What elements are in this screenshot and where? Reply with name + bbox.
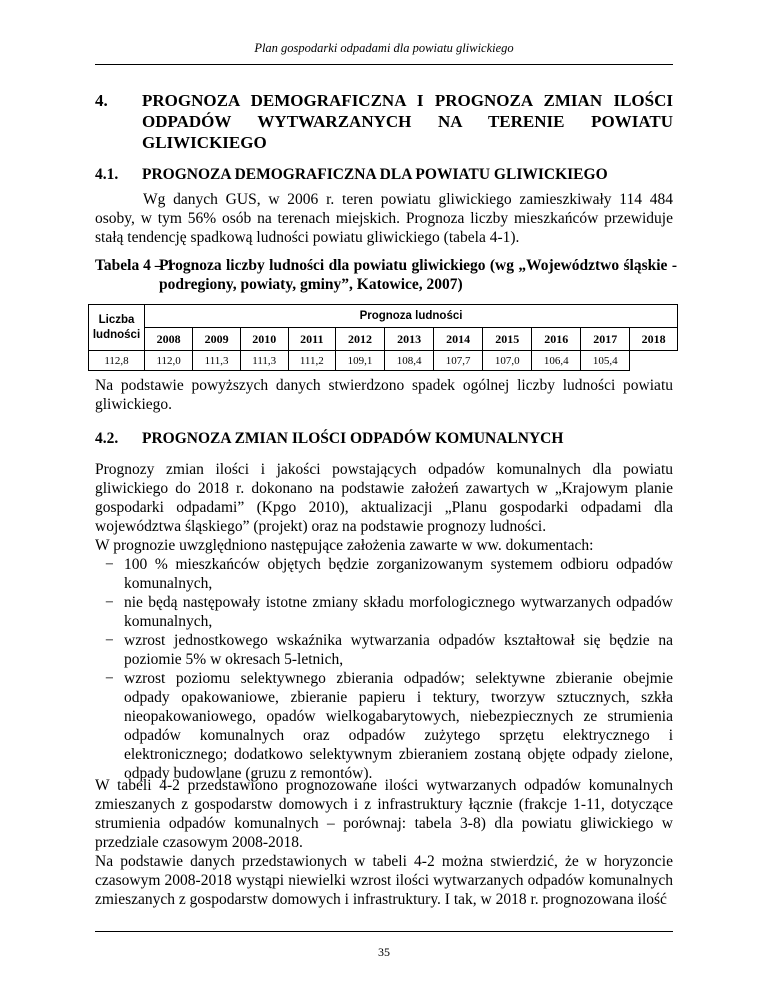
assumption-text: nie będą następowały istotne zmiany składu morfologicznego wytwarzanych odpadów komunalnych,: [124, 594, 673, 630]
value-cell: 107,7: [434, 351, 483, 371]
year-cell: 2010: [240, 328, 288, 351]
section-4-1-heading: [95, 164, 673, 185]
value-cell: 112,0: [145, 351, 193, 371]
year-cell: 2012: [336, 328, 385, 351]
section-4-1-number: 4.1.: [95, 166, 119, 183]
page-number: 35: [378, 945, 390, 959]
running-header: Plan gospodarki odpadami dla powiatu gliwickiego: [254, 41, 514, 55]
waste-forecast-block: [95, 460, 673, 783]
year-cell: 2008: [145, 328, 193, 351]
bullet-dash: −: [105, 670, 114, 687]
conclusion-paragraph: Na podstawie danych przedstawionych w tabeli 4-2 można stwierdzić, że w horyzoncie czasowym 2008-2018 wystąpi niewielki wzrost ilości wytwarzanych odpadów komunalnych zmieszanych z gospodarstw domowych i infrastruktury. I tak, w 2018 r. prognozowana ilość: [95, 853, 673, 908]
value-cell: 111,3: [240, 351, 288, 371]
table-4-2-paragraph: W tabeli 4-2 przedstawiono prognozowane ilości wytwarzanych odpadów komunalnych zmieszanych z gospodarstw domowych i z infrastruktury łącznie (frakcje 1-11, dotyczące strumienia odpadów komunalnych – porównaj: tabela 3-8) dla powiatu gliwickiego w przedziale czasowym 2008-2018.: [95, 777, 673, 851]
list-item: [95, 631, 673, 669]
table-group-header-row: [89, 305, 678, 328]
row-header-label: Liczba ludności: [92, 313, 141, 341]
table-years-row: [89, 328, 678, 351]
year-cell: 2009: [193, 328, 241, 351]
year-cell: 2011: [288, 328, 336, 351]
list-item: [95, 669, 673, 783]
year-cell: 2013: [385, 328, 434, 351]
table-values-row: [89, 351, 678, 371]
row-header-liczba-ludnosci: [89, 305, 145, 351]
bullet-dash: −: [105, 632, 114, 649]
list-item: [95, 555, 673, 593]
year-cell: 2015: [483, 328, 532, 351]
assumptions-list: [95, 555, 673, 783]
year-cell: 2017: [581, 328, 630, 351]
year-cell: 2018: [630, 328, 678, 351]
table-4-1-caption: [95, 256, 677, 296]
section-4-1-title: PROGNOZA DEMOGRAFICZNA DLA POWIATU GLIWICKIEGO: [142, 166, 608, 183]
section-4-title: PROGNOZA DEMOGRAFICZNA I PROGNOZA ZMIAN ILOŚCI ODPADÓW WYTWARZANYCH NA TERENIE POWIATU GLIWICKIEGO: [142, 91, 673, 152]
year-cell: 2014: [434, 328, 483, 351]
bullet-dash: −: [105, 556, 114, 573]
section-4-number: 4.: [95, 91, 108, 110]
value-cell: 105,4: [581, 351, 630, 371]
value-cell: 108,4: [385, 351, 434, 371]
table-4-1-caption-text: Prognoza liczby ludności dla powiatu gliwickiego (wg „Województwo śląskie - podregiony, powiaty, gminy”, Katowice, 2007): [159, 257, 677, 293]
value-cell: 107,0: [483, 351, 532, 371]
group-header-prognoza: Prognoza ludności: [145, 305, 678, 328]
section-4-2-heading: [95, 428, 673, 449]
assumptions-lead: W prognozie uwzględniono następujące założenia zawarte w ww. dokumentach:: [95, 537, 594, 554]
value-cell: 111,3: [193, 351, 241, 371]
section-4-heading: [95, 90, 673, 153]
bullet-dash: −: [105, 594, 114, 611]
demography-paragraph: Wg danych GUS, w 2006 r. teren powiatu gliwickiego zamieszkiwały 114 484 osoby, w tym 56% osób na terenach miejskich. Prognoza liczby mieszkańców przewiduje stałą tendencję spadkową ludności powiatu gliwickiego (tabela 4-1).: [95, 191, 673, 246]
footer-divider: [95, 931, 673, 932]
year-cell: 2016: [532, 328, 581, 351]
value-cell: 106,4: [532, 351, 581, 371]
value-cell: 112,8: [89, 351, 145, 371]
table-4-1-label: Tabela 4 – 1: [95, 257, 175, 274]
after-table-paragraph: Na podstawie powyższych danych stwierdzono spadek ogólnej liczby ludności powiatu gliwickiego.: [95, 377, 673, 413]
section-4-2-number: 4.2.: [95, 430, 119, 447]
list-item: [95, 593, 673, 631]
value-cell: 111,2: [288, 351, 336, 371]
population-forecast-table: [88, 304, 678, 371]
value-cell: 109,1: [336, 351, 385, 371]
section-4-2-title: PROGNOZA ZMIAN ILOŚCI ODPADÓW KOMUNALNYCH: [142, 430, 564, 447]
assumption-text: wzrost jednostkowego wskaźnika wytwarzania odpadów kształtował się będzie na poziomie 5% w okresach 5-letnich,: [124, 632, 673, 668]
assumption-text: 100 % mieszkańców objętych będzie zorganizowanym systemem odbioru odpadów komunalnych,: [124, 556, 673, 592]
header-divider: [95, 64, 673, 65]
assumption-text: wzrost poziomu selektywnego zbierania odpadów; selektywne zbieranie obejmie odpady opakowaniowe, zbieranie papieru i tektury, tworzyw sztucznych, szkła nieopakowaniowego, opadów wielkogabarytowych, niebezpiecznych ze strumienia odpadów komunalnych oraz odpadów zużytego sprzętu elektrycznego i elektronicznego; dodatkowo selektywnym zbieraniem zostaną objęte odpady zielone, odpady budowlane (gruzu z remontów).: [124, 670, 673, 782]
waste-intro-paragraph: Prognozy zmian ilości i jakości powstających odpadów komunalnych dla powiatu gliwickiego do 2018 r. dokonano na podstawie założeń zawartych w „Krajowym planie gospodarki odpadami” (Kpgo 2010), aktualizacji „Planu gospodarki odpadami dla województwa śląskiego” (projekt) oraz na podstawie prognozy ludności.: [95, 461, 673, 535]
